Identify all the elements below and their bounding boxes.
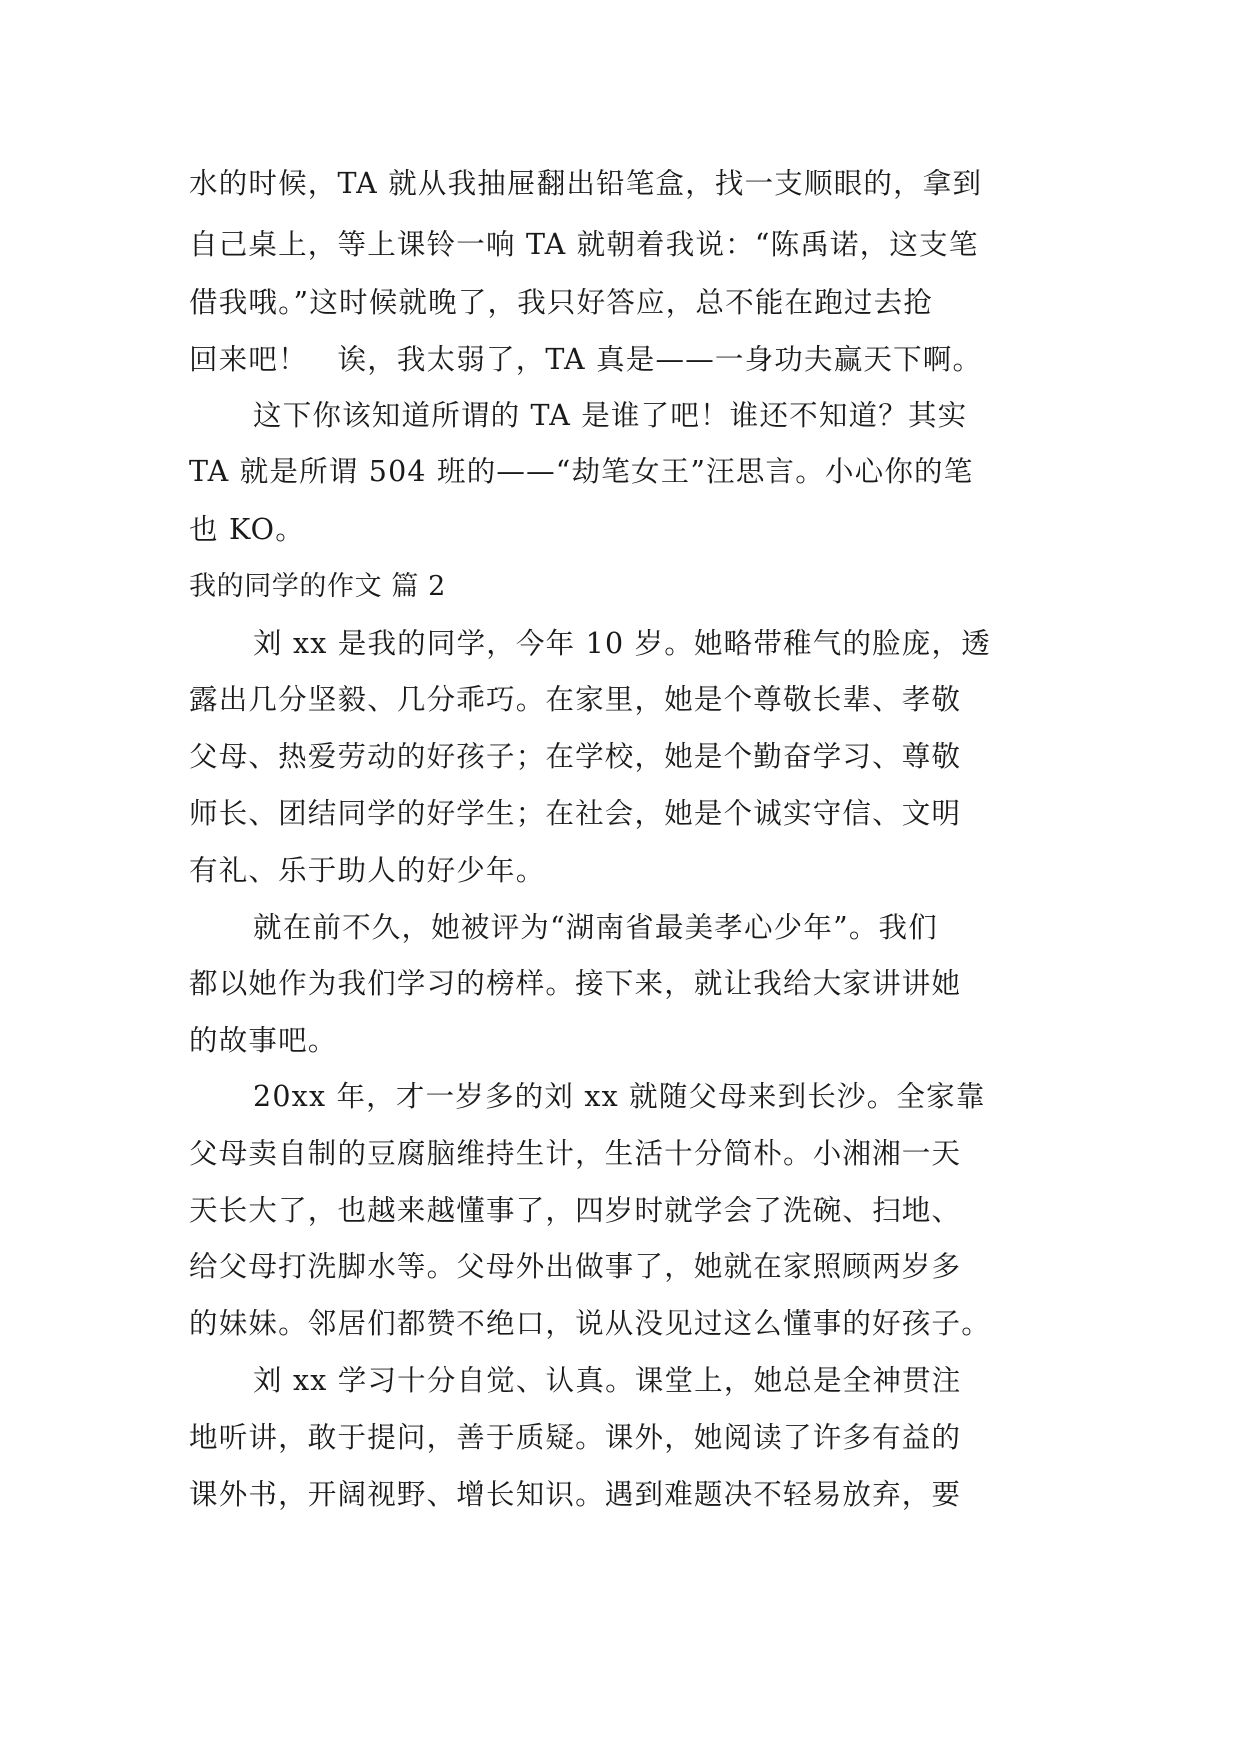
text-line: TA 就是所谓 504 班的——“劫笔女王”汪思言。小心你的笔 [189, 455, 974, 488]
text-line: 地听讲，敢于提问，善于质疑。课外，她阅读了许多有益的 [189, 1421, 962, 1454]
text-line: 20xx 年，才一岁多的刘 xx 就随父母来到长沙。全家靠 [253, 1080, 986, 1113]
text-line: 水的时候，TA 就从我抽屉翻出铅笔盒，找一支顺眼的，拿到 [189, 167, 983, 200]
section-heading: 我的同学的作文 篇 2 [189, 571, 446, 602]
text-line: 给父母打洗脚水等。父母外出做事了，她就在家照顾两岁多 [189, 1250, 962, 1283]
text-line: 自己桌上，等上课铃一响 TA 就朝着我说：“陈禹诺，这支笔 [189, 228, 979, 261]
text-line: 也 KO。 [189, 513, 305, 546]
text-line: 的妹妹。邻居们都赞不绝口，说从没见过这么懂事的好孩子。 [189, 1307, 991, 1340]
text-line: 刘 xx 学习十分自觉、认真。课堂上，她总是全神贯注 [253, 1364, 962, 1397]
text-line: 借我哦。”这时候就晚了，我只好答应，总不能在跑过去抢 [189, 286, 934, 319]
text-line: 刘 xx 是我的同学，今年 10 岁。她略带稚气的脸庞，透 [253, 627, 991, 660]
text-line: 就在前不久，她被评为“湖南省最美孝心少年”。我们 [253, 911, 938, 944]
text-line: 天长大了，也越来越懂事了，四岁时就学会了洗碗、扫地、 [189, 1194, 962, 1227]
text-line: 回来吧！ 诶，我太弱了，TA 真是——一身功夫赢天下啊。 [189, 343, 983, 376]
text-line: 这下你该知道所谓的 TA 是谁了吧！谁还不知道？其实 [253, 399, 968, 432]
text-line: 露出几分坚毅、几分乖巧。在家里，她是个尊敬长辈、孝敬 [189, 683, 962, 716]
text-line: 父母卖自制的豆腐脑维持生计，生活十分简朴。小湘湘一天 [189, 1137, 962, 1170]
text-line: 有礼、乐于助人的好少年。 [189, 854, 546, 887]
text-line: 父母、热爱劳动的好孩子；在学校，她是个勤奋学习、尊敬 [189, 740, 962, 773]
text-line: 师长、团结同学的好学生；在社会，她是个诚实守信、文明 [189, 797, 962, 830]
text-line: 的故事吧。 [189, 1024, 338, 1057]
text-line: 都以她作为我们学习的榜样。接下来，就让我给大家讲讲她 [189, 967, 962, 1000]
text-line: 课外书，开阔视野、增长知识。遇到难题决不轻易放弃，要 [189, 1478, 962, 1511]
